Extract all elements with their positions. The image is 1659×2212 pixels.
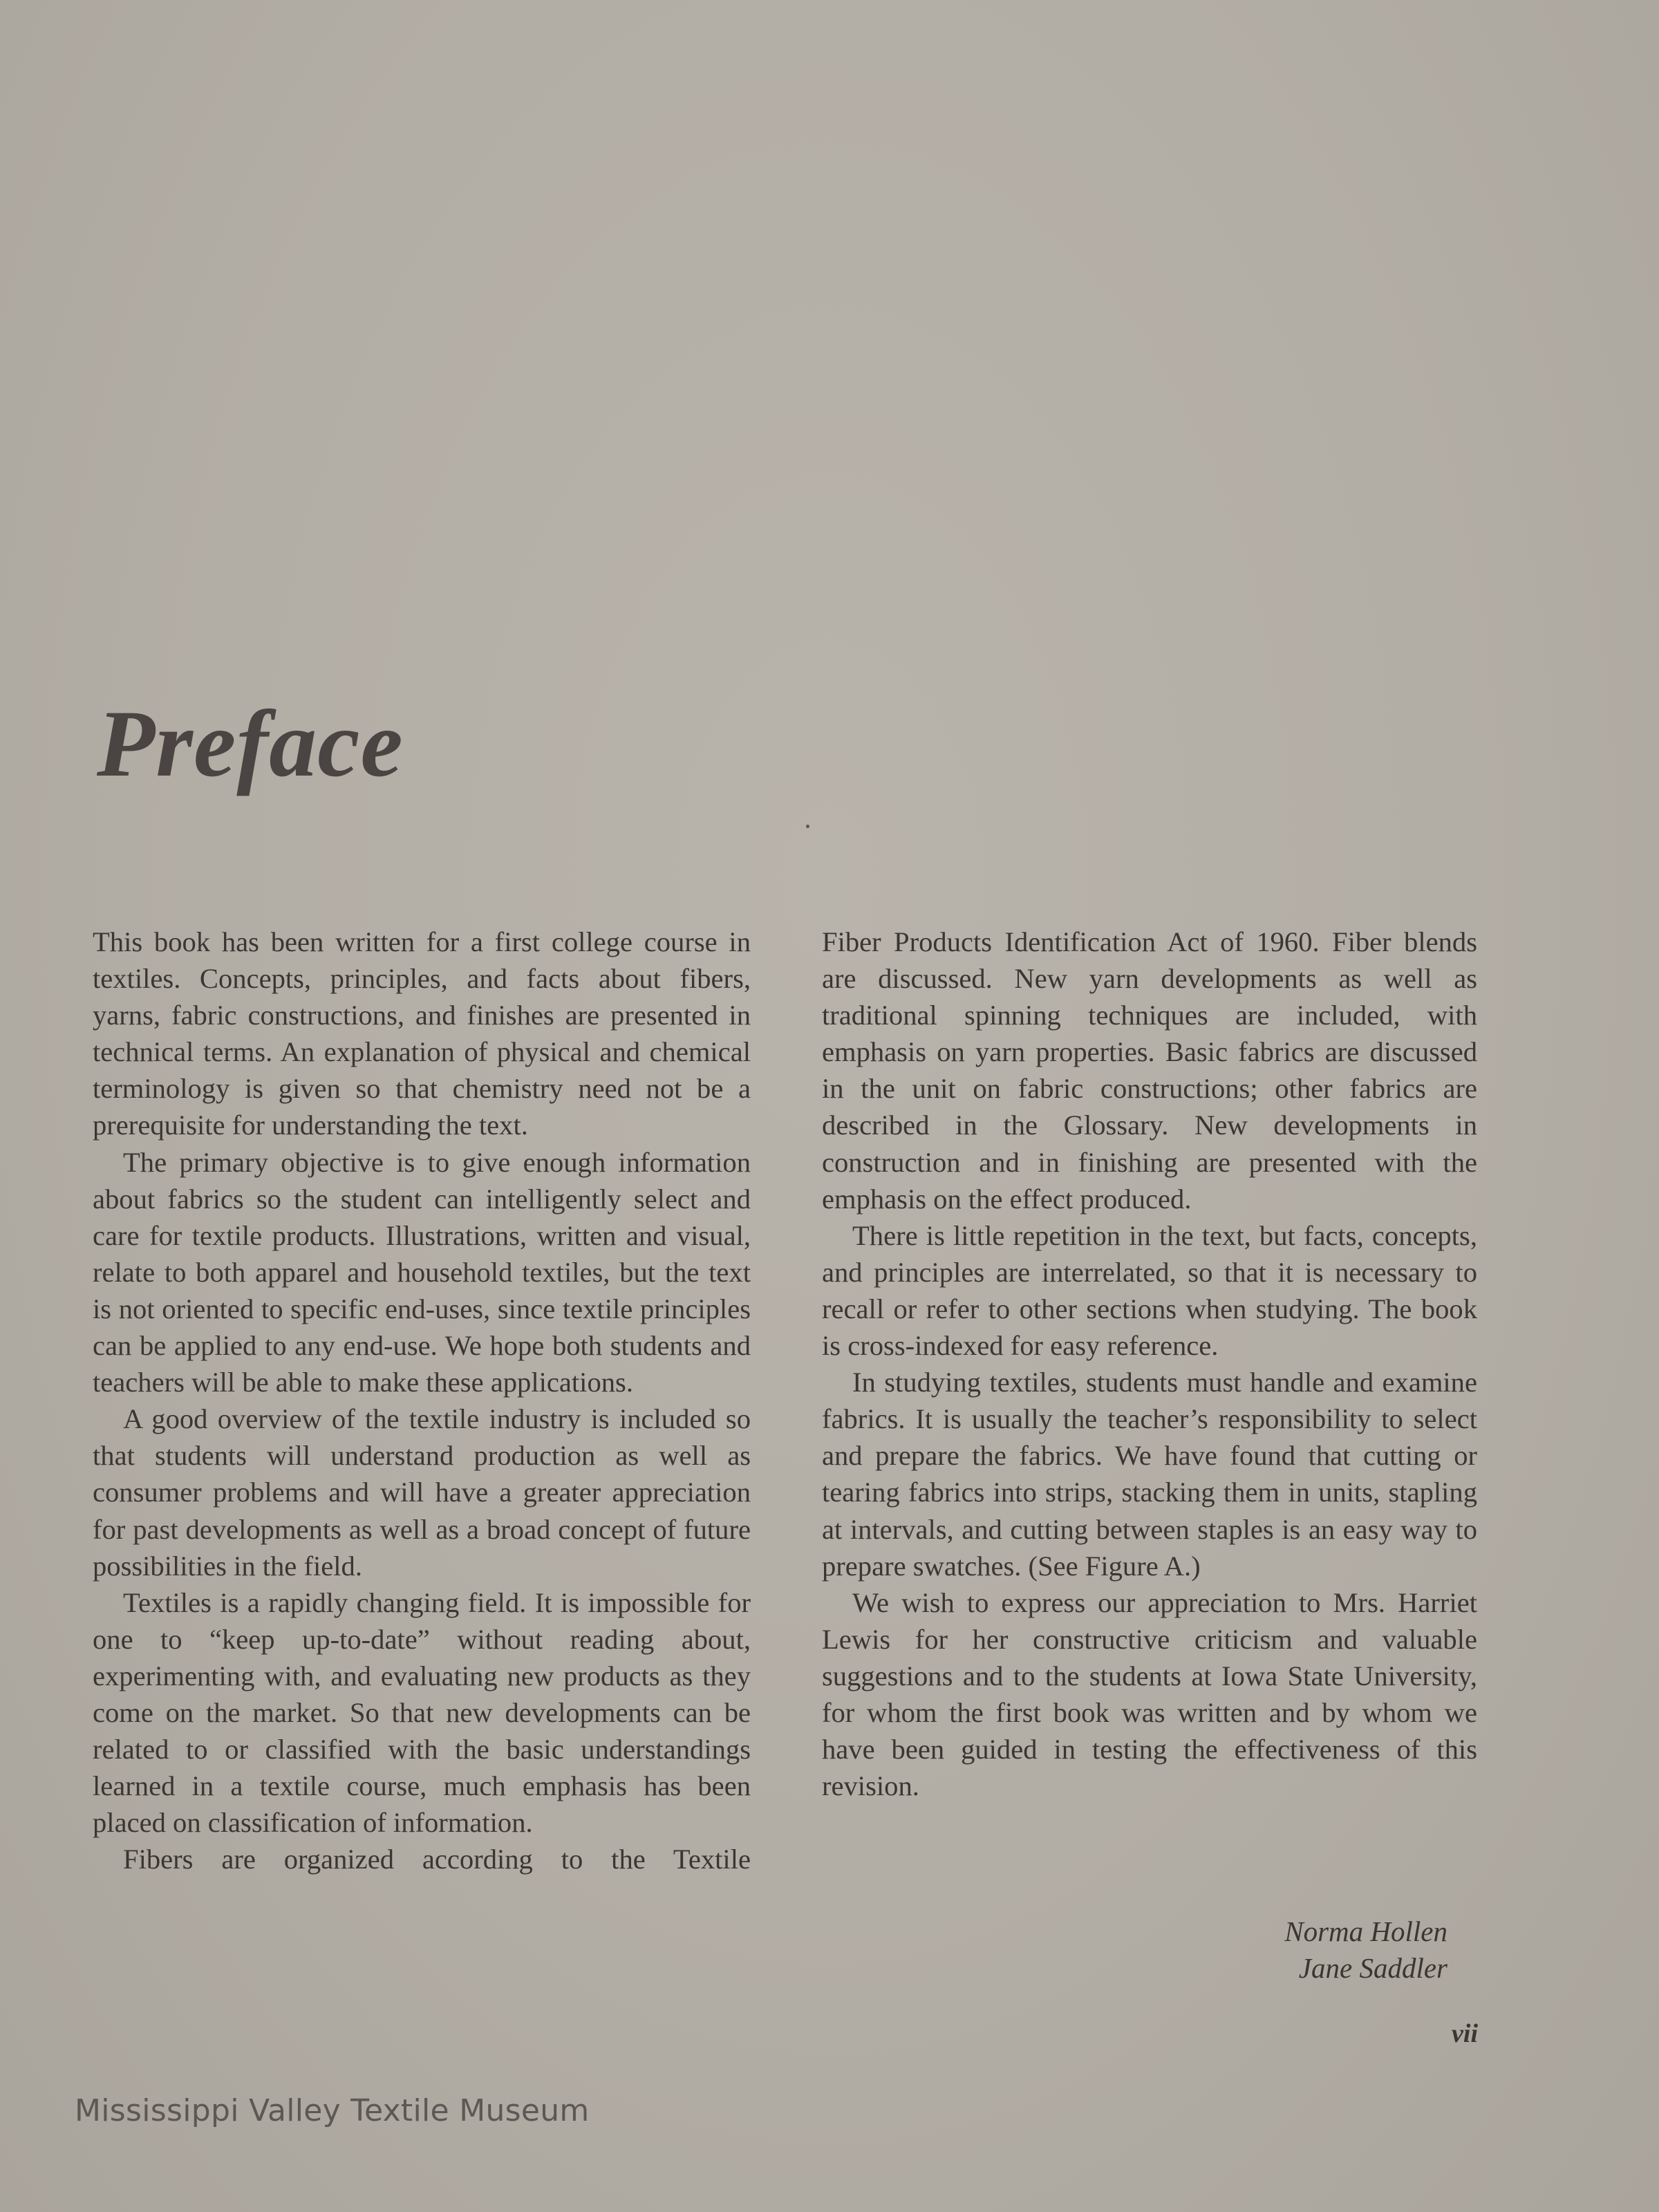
author-signatures [1284, 1913, 1447, 1987]
paragraph: There is little repetition in the text, but facts, concepts, and principles are interrelated, so that it is necessary to recall or refer to other sections when studying. The book is cross-indexed for easy reference. [822, 1219, 1477, 1362]
paragraph: This book has been written for a first college course in textiles. Concepts, principles, and facts about fibers, yarns, fabric constructions, and finishes are presented in technical terms. An explanation of physical and chemical terminology is given so that chemistry need not be a prerequisite for understanding the text. [93, 926, 751, 1141]
right-column [822, 924, 1477, 1804]
left-column [93, 924, 751, 1877]
ink-speck [806, 825, 809, 828]
paragraph: A good overview of the textile industry is included so that students will understand production as well as consumer problems and will have a greater appreciation for past developments as well as a broad concept of future possibilities in the field. [93, 1403, 751, 1582]
author-name: Jane Saddler [1298, 1952, 1447, 1984]
page-number: vii [1452, 2019, 1478, 2048]
paragraph: The primary objective is to give enough information about fabrics so the student can intelligently select and care for textile products. Illustrations, written and visual, relate to both apparel and household textiles, but the text is not oriented to specific end-uses, since textile principles can be applied to any end-use. We hope both students and teachers will be able to make these applications. [93, 1146, 751, 1398]
page-title: Preface [97, 691, 404, 796]
paragraph: Fibers are organized according to the Textile [123, 1844, 751, 1875]
paragraph: Textiles is a rapidly changing field. It is impossible for one to “keep up-to-date” without reading about, experimenting with, and evaluating new products as they come on the market. So that new developments can be related to or classified with the basic understandings learned in a textile course, much emphasis has been placed on classification of information. [93, 1586, 751, 1839]
author-name: Norma Hollen [1284, 1915, 1447, 1947]
paragraph: We wish to express our appreciation to Mrs. Harriet Lewis for her constructive criticism and valuable suggestions and to the students at Iowa State University, for whom the first book was written and by whom we have been guided in testing the effectiveness of this revision. [822, 1586, 1477, 1802]
watermark-text: Mississippi Valley Textile Museum [75, 2093, 590, 2128]
paragraph: In studying textiles, students must handle and examine fabrics. It is usually the teacher’s responsibility to select and prepare the fabrics. We have found that cutting or tearing fabrics into strips, stacking them in units, stapling at intervals, and cutting between staples is an easy way to prepare swatches. (See Figure A.) [822, 1367, 1477, 1582]
paragraph: Fiber Products Identification Act of 1960. Fiber blends are discussed. New yarn developments as well as traditional spinning techniques are included, with emphasis on yarn properties. Basic fabrics are discussed in the unit on fabric constructions; other fabrics are described in the Glossary. New developments in construction and in finishing are presented with the emphasis on the effect produced. [822, 926, 1477, 1215]
